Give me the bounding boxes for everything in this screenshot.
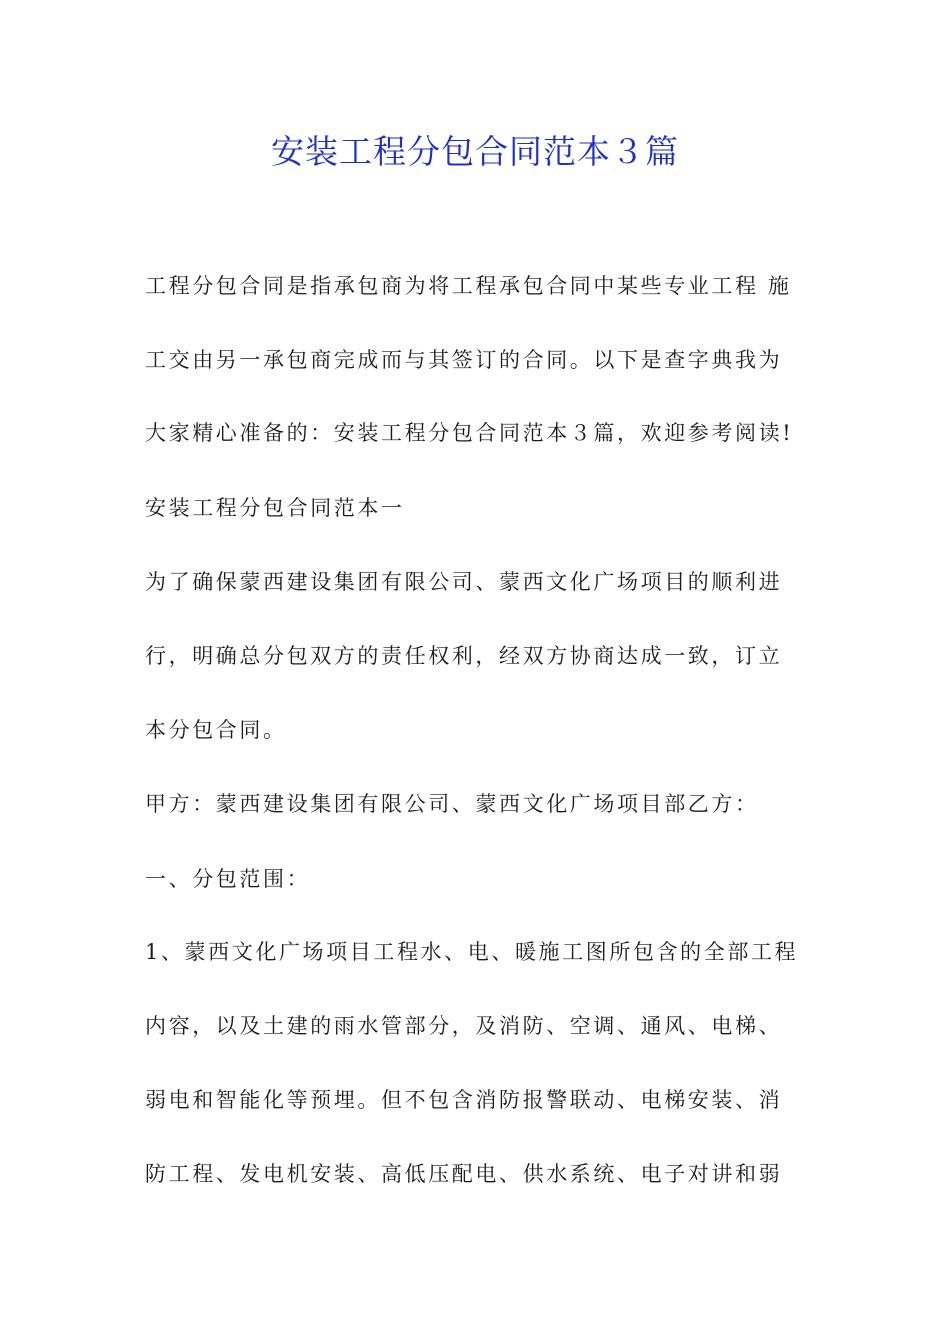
paragraph-line: 行，明确总分包双方的责任权利，经双方协商达成一致，订立 xyxy=(145,644,783,668)
document-title: 安装工程分包合同范本３篇 xyxy=(271,132,679,171)
section-heading: 安装工程分包合同范本一 xyxy=(145,496,405,520)
paragraph-line: 弱电和智能化等预埋。但不包含消防报警联动、电梯安装、消 xyxy=(145,1088,783,1112)
paragraph-line: 大家精心准备的：安装工程分包合同范本３篇，欢迎参考阅读! xyxy=(145,421,794,445)
paragraph-line: 内容，以及土建的雨水管部分，及消防、空调、通风、电梯、 xyxy=(145,1014,783,1038)
paragraph-line: 防工程、发电机安装、高低压配电、供水系统、电子对讲和弱 xyxy=(145,1162,783,1186)
paragraph-line: 为了确保蒙西建设集团有限公司、蒙西文化广场项目的顺利进 xyxy=(145,570,783,594)
paragraph-line: 本分包合同。 xyxy=(145,718,287,742)
paragraph-line: 工交由另一承包商完成而与其签订的合同。以下是查字典我为 xyxy=(145,348,783,372)
parties-line: 甲方：蒙西建设集团有限公司、蒙西文化广场项目部乙方： xyxy=(145,792,759,816)
paragraph-line: 1、蒙西文化广场项目工程水、电、暖施工图所包含的全部工程 xyxy=(145,940,799,964)
paragraph-line: 工程分包合同是指承包商为将工程承包合同中某些专业工程 施 xyxy=(145,274,792,298)
clause-heading: 一、分包范围： xyxy=(145,867,311,891)
